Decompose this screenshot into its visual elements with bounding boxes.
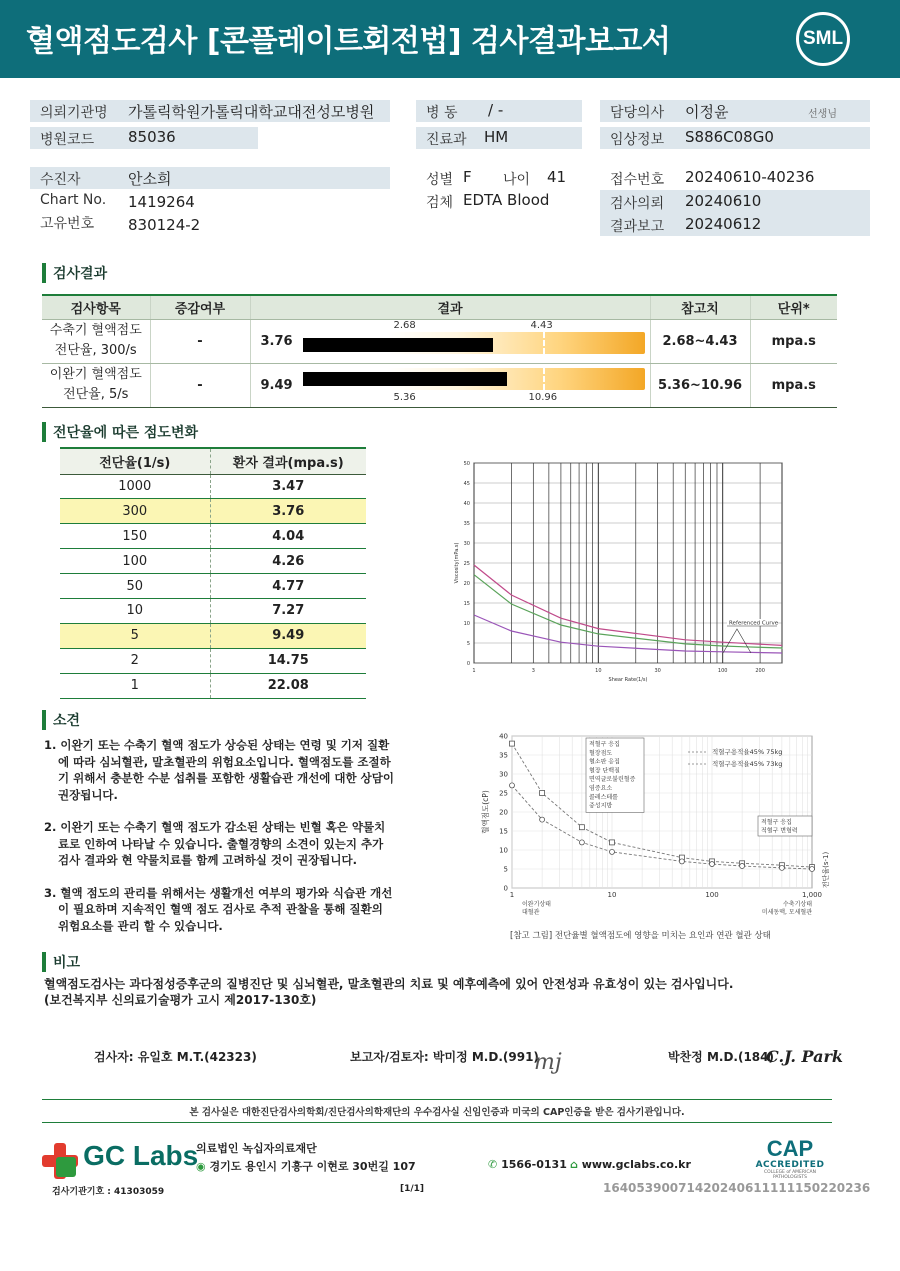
- result-cell: [250, 319, 650, 363]
- x-tick-label: 1: [472, 668, 476, 674]
- result-value: 3.76: [260, 333, 293, 349]
- age-value: 41: [547, 168, 567, 186]
- patient-value-cell: 3.76: [210, 499, 366, 524]
- y-tick-label: 50: [463, 461, 470, 467]
- x-range-label: 대혈관: [522, 909, 540, 916]
- table-row: [60, 549, 366, 574]
- y-tick-label: 20: [499, 808, 508, 817]
- specimen-label: 검체: [426, 195, 454, 211]
- clinical-label: 임상정보: [610, 132, 665, 148]
- brand-name: GC Labs: [83, 1140, 199, 1171]
- y-tick-label: 40: [463, 501, 470, 507]
- series-marker: [579, 825, 584, 830]
- y2-axis-label: 전단율(s-1): [822, 851, 830, 889]
- barcode-number: 16405390071420240611111150220236: [603, 1181, 871, 1195]
- location-pin-icon: ◉: [196, 1160, 206, 1173]
- y-tick-label: 30: [463, 541, 470, 547]
- patient-value-cell: 4.04: [210, 524, 366, 549]
- viscosity-chart: [452, 455, 792, 695]
- y-tick-label: 0: [503, 884, 508, 893]
- receipt-value: 20240610-40236: [685, 168, 815, 186]
- dept-value: HM: [484, 128, 509, 146]
- y-tick-label: 0: [466, 661, 470, 667]
- shear-rate-cell: 1000: [60, 474, 210, 499]
- result-bar: [303, 338, 493, 352]
- hospital-code-value: 85036: [128, 128, 176, 146]
- shear-rate-cell: 50: [60, 574, 210, 599]
- series-marker: [540, 817, 545, 822]
- range-high-tick: 10.96: [528, 391, 558, 403]
- y-tick-label: 30: [499, 770, 508, 779]
- opinion-text: [44, 737, 394, 950]
- y-tick-label: 5: [466, 641, 470, 647]
- info-bar: [30, 167, 390, 189]
- y-axis-label: 혈액점도(cP): [481, 790, 490, 834]
- shear-rate-cell: 100: [60, 549, 210, 574]
- y-axis-label: Viscosity(mPa.s): [454, 542, 460, 584]
- x-tick-label: 1,000: [801, 891, 823, 899]
- series-marker: [679, 859, 684, 864]
- y-tick-label: 25: [463, 561, 470, 567]
- unit-cell: mpa.s: [750, 363, 837, 407]
- x-tick-label: 30: [654, 668, 661, 674]
- range-high-tick: 4.43: [530, 319, 553, 331]
- y-tick-label: 45: [463, 481, 470, 487]
- shear-rate-cell: 1: [60, 673, 210, 698]
- x-tick-label: 100: [717, 668, 728, 674]
- series-marker: [710, 862, 715, 867]
- website-line: [570, 1158, 691, 1171]
- sml-logo: SML: [796, 12, 850, 66]
- factor-label: 혈소판 응집: [589, 758, 620, 766]
- y-tick-label: 25: [499, 789, 508, 798]
- tester-signature: 검사자: 유일호 M.T.(42323): [94, 1050, 257, 1064]
- table-row: [60, 648, 366, 673]
- legend-label: 적혈구용적율45% 75kg: [712, 748, 783, 756]
- x-tick-label: 200: [755, 668, 765, 674]
- x-range-label: 미세동맥, 모세혈관: [761, 909, 812, 916]
- y-tick-label: 15: [463, 601, 470, 607]
- series-marker: [779, 865, 784, 870]
- shear-rate-cell: 5: [60, 623, 210, 648]
- hospital-code-label: 병원코드: [40, 132, 95, 148]
- y-tick-label: 10: [463, 621, 470, 627]
- range-low-tick: 2.68: [393, 319, 416, 331]
- factor-label: 적혈구 변형력: [761, 827, 798, 835]
- ward-value: / -: [488, 101, 504, 119]
- doctor-value: 이정윤: [685, 103, 729, 121]
- factor-label: 면역글로불린혈증: [589, 776, 636, 784]
- table-row: [60, 524, 366, 549]
- footer-divider: [42, 1122, 832, 1123]
- age-label: 나이: [503, 172, 531, 188]
- patient-value-cell: 7.27: [210, 598, 366, 623]
- director-handwritten-sign: C.J. Park: [766, 1047, 843, 1066]
- gclabs-logo: [42, 1140, 198, 1179]
- col-item: 검사항목: [42, 295, 150, 319]
- request-value: 20240610: [685, 192, 762, 210]
- x-tick-label: 10: [607, 891, 617, 899]
- reporter-signature: 보고자/검토자: 박미정 M.D.(991): [350, 1050, 539, 1064]
- page-number: [1/1]: [400, 1184, 425, 1194]
- annotation-label: Referenced Curve: [728, 620, 779, 627]
- series-marker: [610, 840, 615, 845]
- report-label: 결과보고: [610, 219, 665, 235]
- shear-rate-cell: 2: [60, 648, 210, 673]
- flag-cell: -: [150, 363, 250, 407]
- col-result: 결과: [250, 295, 650, 319]
- ward-label: 병 동: [426, 105, 458, 121]
- report-value: 20240612: [685, 215, 762, 233]
- doctor-suffix: 선생님: [808, 109, 837, 120]
- patient-value: 안소희: [128, 170, 172, 188]
- unique-label: 고유번호: [40, 216, 95, 232]
- results-table: [42, 294, 837, 408]
- institution-label: 의뢰기관명: [40, 105, 108, 121]
- chart-label: Chart No.: [40, 192, 107, 208]
- opinion-section-title: 소견: [42, 710, 80, 730]
- series-marker: [579, 840, 584, 845]
- table-row: [60, 598, 366, 623]
- y-tick-label: 35: [499, 751, 508, 760]
- website: www.gclabs.co.kr: [581, 1158, 691, 1171]
- cap-title: CAP: [766, 1136, 814, 1161]
- legend-label: 적혈구용적율45% 73kg: [712, 760, 783, 768]
- viscosity-section-title: 전단율에 따른 점도변화: [42, 422, 198, 442]
- factor-label: 적혈구 응집: [589, 741, 620, 748]
- address: 경기도 용인시 기흥구 이현로 30번길 107: [209, 1160, 416, 1173]
- sex-value: F: [463, 168, 472, 186]
- range-low-tick: 5.36: [393, 391, 416, 403]
- y-tick-label: 35: [463, 521, 470, 527]
- reference-chart: [478, 728, 838, 948]
- table-row: [60, 499, 366, 524]
- table-row: [60, 574, 366, 599]
- table-row: [42, 363, 837, 407]
- series-marker: [610, 849, 615, 854]
- phone: 1566-0131: [501, 1158, 567, 1171]
- x-tick-label: 1: [509, 891, 515, 899]
- request-label: 검사의뢰: [610, 196, 665, 212]
- x-range-label: 이완기상태: [522, 901, 551, 908]
- remarks-section-title: 비고: [42, 952, 80, 972]
- flag-cell: -: [150, 319, 250, 363]
- col-flag: 증감여부: [150, 295, 250, 319]
- x-tick-label: 100: [705, 891, 719, 899]
- patient-value-cell: 4.26: [210, 549, 366, 574]
- patient-value-cell: 14.75: [210, 648, 366, 673]
- shear-rate-cell: 150: [60, 524, 210, 549]
- y-tick-label: 10: [499, 846, 508, 855]
- opinion-item: 2. 이완기 또는 수축기 혈액 점도가 감소된 상태는 빈혈 혹은 약물치료로 인하여 나타날 수 있습니다. 출혈경향의 소견이 있는지 추가 검사 결과와 현 약물치료를 함께 고려하실 것이 권장됩니다.: [44, 820, 386, 867]
- cap-subtitle2: COLLEGE of AMERICAN PATHOLOGISTS: [764, 1170, 816, 1180]
- dept-label: 진료과: [426, 132, 467, 148]
- address-line: [196, 1158, 416, 1174]
- remarks-text: [44, 976, 733, 1008]
- cap-logo: [748, 1138, 832, 1180]
- viscosity-table: [60, 447, 366, 699]
- unique-value: 830124-2: [128, 216, 201, 234]
- table-row: [60, 623, 366, 648]
- result-value: 9.49: [260, 377, 293, 393]
- sex-label: 성별: [426, 172, 454, 188]
- series-marker: [810, 867, 815, 872]
- col-ref: 참고치: [650, 295, 750, 319]
- col-unit: 단위*: [750, 295, 837, 319]
- patient-value-cell: 22.08: [210, 673, 366, 698]
- doctor-label: 담당의사: [610, 105, 665, 121]
- factor-label: 중성지방: [589, 802, 613, 810]
- table-row: [42, 319, 837, 363]
- y-tick-label: 40: [499, 732, 508, 741]
- ref-cell: 2.68~4.43: [650, 319, 750, 363]
- factor-label: 혈장점도: [589, 749, 613, 757]
- series-marker: [510, 741, 515, 746]
- opinion-item: 1. 이완기 또는 수축기 혈액 점도가 상승된 상태는 연령 및 기저 질환에 따라 심뇌혈관, 말초혈관의 위험요소입니다. 혈액점도를 조절하기 위해서 충분한 수분 섭취를 포함한 생활습관 개선에 대한 상담이 권장됩니다.: [44, 738, 394, 802]
- x-axis-label: Shear Rate(1/s): [608, 677, 648, 683]
- col-patient-result: 환자 결과(mpa.s): [210, 448, 366, 474]
- ref-cell: 5.36~10.96: [650, 363, 750, 407]
- director-signature: 박찬정 M.D.(184): [668, 1050, 774, 1064]
- unit-cell: mpa.s: [750, 319, 837, 363]
- table-row: [60, 673, 366, 698]
- series-marker: [740, 863, 745, 868]
- shear-rate-cell: 10: [60, 598, 210, 623]
- series-marker: [510, 783, 515, 788]
- patient-value-cell: 9.49: [210, 623, 366, 648]
- x-range-label: 수축기상태: [783, 901, 812, 908]
- lab-id: 검사기관기호 : 41303059: [52, 1187, 165, 1197]
- results-section-title: 검사결과: [42, 263, 107, 283]
- factor-label: 혈장 단백질: [589, 767, 620, 775]
- report-title: 혈액점도검사 [콘플레이트회전법] 검사결과보고서: [26, 24, 671, 59]
- remarks-line: 혈액점도검사는 과다점성증후군의 질병진단 및 심뇌혈관, 말초혈관의 치료 및 예후예측에 있어 안전성과 유효성이 있는 검사입니다.: [44, 977, 734, 991]
- phone-icon: ✆: [488, 1158, 498, 1171]
- y-tick-label: 15: [499, 827, 508, 836]
- phone-line: [488, 1158, 567, 1171]
- chart-caption: [참고 그림] 전단율별 혈액점도에 영향을 미치는 요인과 연관 혈관 상태: [510, 931, 771, 941]
- gc-cross-icon: [42, 1143, 78, 1179]
- home-icon: ⌂: [570, 1158, 578, 1171]
- series-marker: [540, 791, 545, 796]
- x-tick-label: 3: [531, 668, 535, 674]
- patient-label: 수진자: [40, 172, 81, 188]
- certification-text: 본 검사실은 대한진단검사의학회/진단검사의학재단의 우수검사실 신임인증과 미국의 CAP인증을 받은 검사기관입니다.: [189, 1107, 685, 1118]
- range-high-marker: [543, 332, 545, 354]
- item-cell: 이완기 혈액점도 전단율, 5/s: [42, 363, 150, 407]
- cap-subtitle: ACCREDITED: [755, 1160, 825, 1170]
- shear-rate-cell: 300: [60, 499, 210, 524]
- item-cell: 수축기 혈액점도 전단율, 300/s: [42, 319, 150, 363]
- y-tick-label: 20: [463, 581, 470, 587]
- factor-label: 적혈구 응집: [761, 819, 792, 826]
- remarks-line: (보건복지부 신의료기술평가 고시 제2017-130호): [44, 993, 317, 1007]
- institution-value: 가톨릭학원가톨릭대학교대전성모병원: [128, 103, 375, 121]
- col-shear-rate: 전단율(1/s): [60, 448, 210, 474]
- result-cell: [250, 363, 650, 407]
- range-high-marker: [543, 368, 545, 390]
- y-tick-label: 5: [503, 865, 508, 874]
- factor-label: 염증요소: [589, 785, 613, 792]
- opinion-item: 3. 혈액 점도의 관리를 위해서는 생활개선 여부의 평가와 식습관 개선이 필요하며 지속적인 혈액 점도 검사로 추적 관찰을 통해 질환의 위험요소를 관리 할 수 있습니다.: [44, 885, 393, 933]
- reporter-handwritten-sign: mj: [534, 1050, 562, 1075]
- table-row: [60, 474, 366, 499]
- chart-value: 1419264: [128, 193, 195, 211]
- clinical-value: S886C08G0: [685, 128, 774, 146]
- result-bar: [303, 372, 507, 386]
- patient-value-cell: 4.77: [210, 574, 366, 599]
- specimen-value: EDTA Blood: [463, 191, 550, 209]
- factor-label: 콜레스테롤: [589, 793, 618, 801]
- org-name: 의료법인 녹십자의료재단: [196, 1142, 317, 1155]
- footer-divider: [42, 1099, 832, 1100]
- patient-value-cell: 3.47: [210, 474, 366, 499]
- receipt-label: 접수번호: [610, 172, 665, 188]
- x-tick-label: 10: [595, 668, 602, 674]
